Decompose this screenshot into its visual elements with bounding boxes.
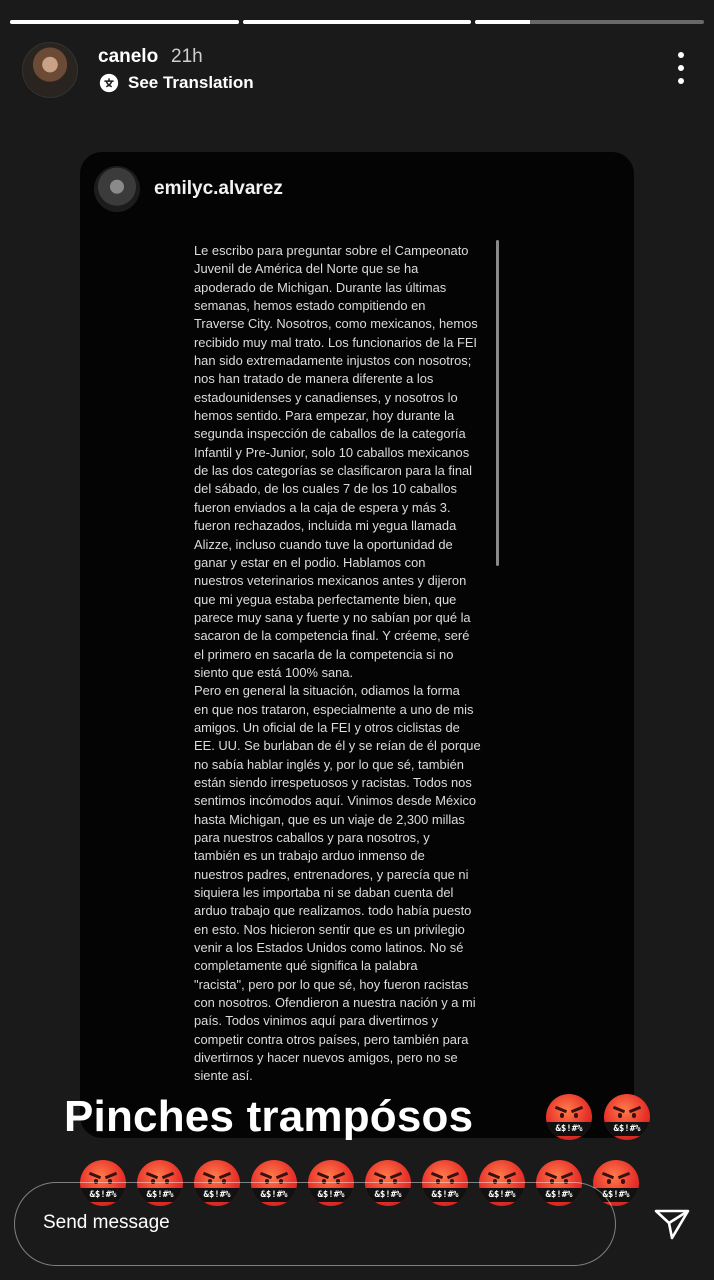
letter-line: segunda inspección de caballos de la categoría [194, 426, 466, 442]
letter-line: "racista", pero por lo que sé, hoy fueron racistas [194, 976, 469, 992]
emoji-symbols-label: &$!#% [251, 1188, 297, 1202]
emoji-symbols-label: &$!#% [536, 1188, 582, 1202]
more-options-icon[interactable] [676, 52, 686, 84]
letter-line: completamente qué significa la palabra [194, 958, 418, 974]
letter-line: EE. UU. Se burlaban de él y se reían de él porque [194, 738, 481, 754]
see-translation-label: See Translation [128, 73, 254, 92]
letter-line: Alizze, incluso cuando tuve la oportunidad de [194, 536, 453, 552]
letter-line: hasta Michigan, que es un viaje de 2,300 millas [194, 811, 465, 827]
letter-line: Traverse City. Nosotros, como mexicanos, hemos [194, 316, 478, 332]
post-author-username: emilyc.alvarez [154, 178, 283, 199]
progress-segment [10, 20, 239, 24]
emoji-symbols-label: &$!#% [80, 1188, 126, 1202]
letter-line: nuestros padres, entrenadores, y parecía que ni [194, 866, 469, 882]
letter-line: hemos sentido. Para empezar, hoy durante la [194, 408, 455, 424]
letter-line: nuestros veterinarios mexicanos antes y dijeron [194, 573, 467, 589]
letter-line: Pero en general la situación, odiamos la forma [194, 683, 460, 699]
letter-line: de las dos categorías se clasificaron para la final [194, 463, 473, 479]
letter-line: Juvenil de América del Norte que se ha [194, 261, 419, 277]
story-header [22, 40, 692, 100]
letter-line: fueron rechazados, incluida mi yegua llamada [194, 518, 457, 534]
emoji-symbols-label: &$!#% [365, 1188, 411, 1202]
emoji-symbols-label: &$!#% [194, 1188, 240, 1202]
letter-line: que mi yegua estaba perfectamente bien, que [194, 591, 457, 607]
story-progress [10, 20, 704, 24]
avatar[interactable] [22, 42, 78, 98]
scrollbar [496, 240, 499, 566]
letter-line: del sábado, de los cuales 7 de los 10 caballos [194, 481, 458, 497]
letter-line: siquiera les importaba ni se daban cuenta del [194, 885, 454, 901]
letter-line: sacaron de la competencia final. Y créeme, seré [194, 628, 470, 644]
letter-line: ganar y estar en el podio. Hablamos con [194, 554, 426, 570]
letter-line: siente así. [194, 1068, 253, 1084]
angry-cursing-face-icon [546, 1094, 592, 1140]
post-author-avatar [94, 166, 140, 212]
progress-segment [475, 20, 704, 24]
letter-line: semanas, hemos estado compitiendo en [194, 298, 426, 314]
letter-line: no sabía hablar inglés y, por lo que sé, también [194, 756, 464, 772]
message-input[interactable] [41, 1211, 485, 1235]
emoji-symbols-label: &$!#% [604, 1122, 650, 1136]
letter-line: nos han tratado de manera diferente a los [194, 371, 434, 387]
progress-segment [243, 20, 472, 24]
letter-line: divertirnos y hacer nuevos amigos, pero no se [194, 1050, 458, 1066]
letter-text [194, 242, 484, 1086]
letter-line: para nuestros caballos y para nosotros, y [194, 830, 430, 845]
letter-line: en esto. Nos hicieron sentir que es un privilegio [194, 921, 465, 937]
angry-cursing-face-icon [604, 1094, 650, 1140]
letter-line: Infantil y Pre-Junior, solo 10 caballos mexicanos [194, 444, 470, 460]
shared-post-card [80, 152, 634, 1138]
letter-line: apoderado de Michigan. Durante las últimas [194, 279, 447, 295]
letter-line: recibido muy mal trato. Los funcionarios de la FEI [194, 334, 478, 350]
letter-line: siento que está 100% sana. [194, 664, 354, 680]
post-time: 21h [171, 46, 203, 67]
translate-icon [98, 72, 120, 94]
emoji-symbols-label: &$!#% [479, 1188, 525, 1202]
letter-line: sentimos incómodos aquí. Vinimos desde México [194, 793, 477, 809]
emoji-symbols-label: &$!#% [308, 1188, 354, 1202]
caption-text [64, 1092, 473, 1142]
caption-words: Pinches trampósos [64, 1092, 474, 1141]
letter-line: país. Todos vinimos aquí para divertirnos y [194, 1013, 439, 1029]
emoji-symbols-label: &$!#% [137, 1188, 183, 1202]
letter-line: en que nos trataron, especialmente a uno de mis [194, 701, 474, 717]
letter-line: el primero en sacarla de la competencia si no [194, 646, 454, 662]
letter-line: venir a los Estados Unidos como latinos. No sé [194, 940, 464, 956]
letter-line: fueron enviados a la caja de espera y más 3. [194, 499, 451, 515]
letter-line: arduo trabajo que realizamos. todo había puesto [194, 903, 472, 919]
letter-line: amigos. Un oficial de la FEI y otros ciclistas de [194, 719, 460, 735]
emoji-symbols-label: &$!#% [422, 1188, 468, 1202]
letter-line: están siendo irrespetuosos y racistas. Todos nos [194, 774, 472, 790]
letter-line: Le escribo para preguntar sobre el Campeonato [194, 243, 469, 258]
letter-line: parece muy sana y fuerte y no sabían por qué la [194, 609, 471, 625]
letter-line: han sido extremadamente injustos con nosotros; [194, 353, 472, 369]
letter-line: con nosotros. Ofendieron a nuestra nación y a mi [194, 995, 476, 1011]
letter-line: también es un trabajo arduo inmenso de [194, 848, 425, 864]
emoji-symbols-label: &$!#% [546, 1122, 592, 1136]
letter-line: competir contra otros países, pero también para [194, 1031, 469, 1047]
see-translation-button[interactable] [98, 72, 254, 94]
emoji-symbols-label: &$!#% [593, 1188, 639, 1202]
letter-line: estadounidenses y canadienses, y nosotros lo [194, 389, 458, 405]
send-message-field[interactable] [14, 1182, 616, 1266]
username[interactable]: canelo [98, 46, 159, 67]
send-icon[interactable] [652, 1204, 692, 1244]
